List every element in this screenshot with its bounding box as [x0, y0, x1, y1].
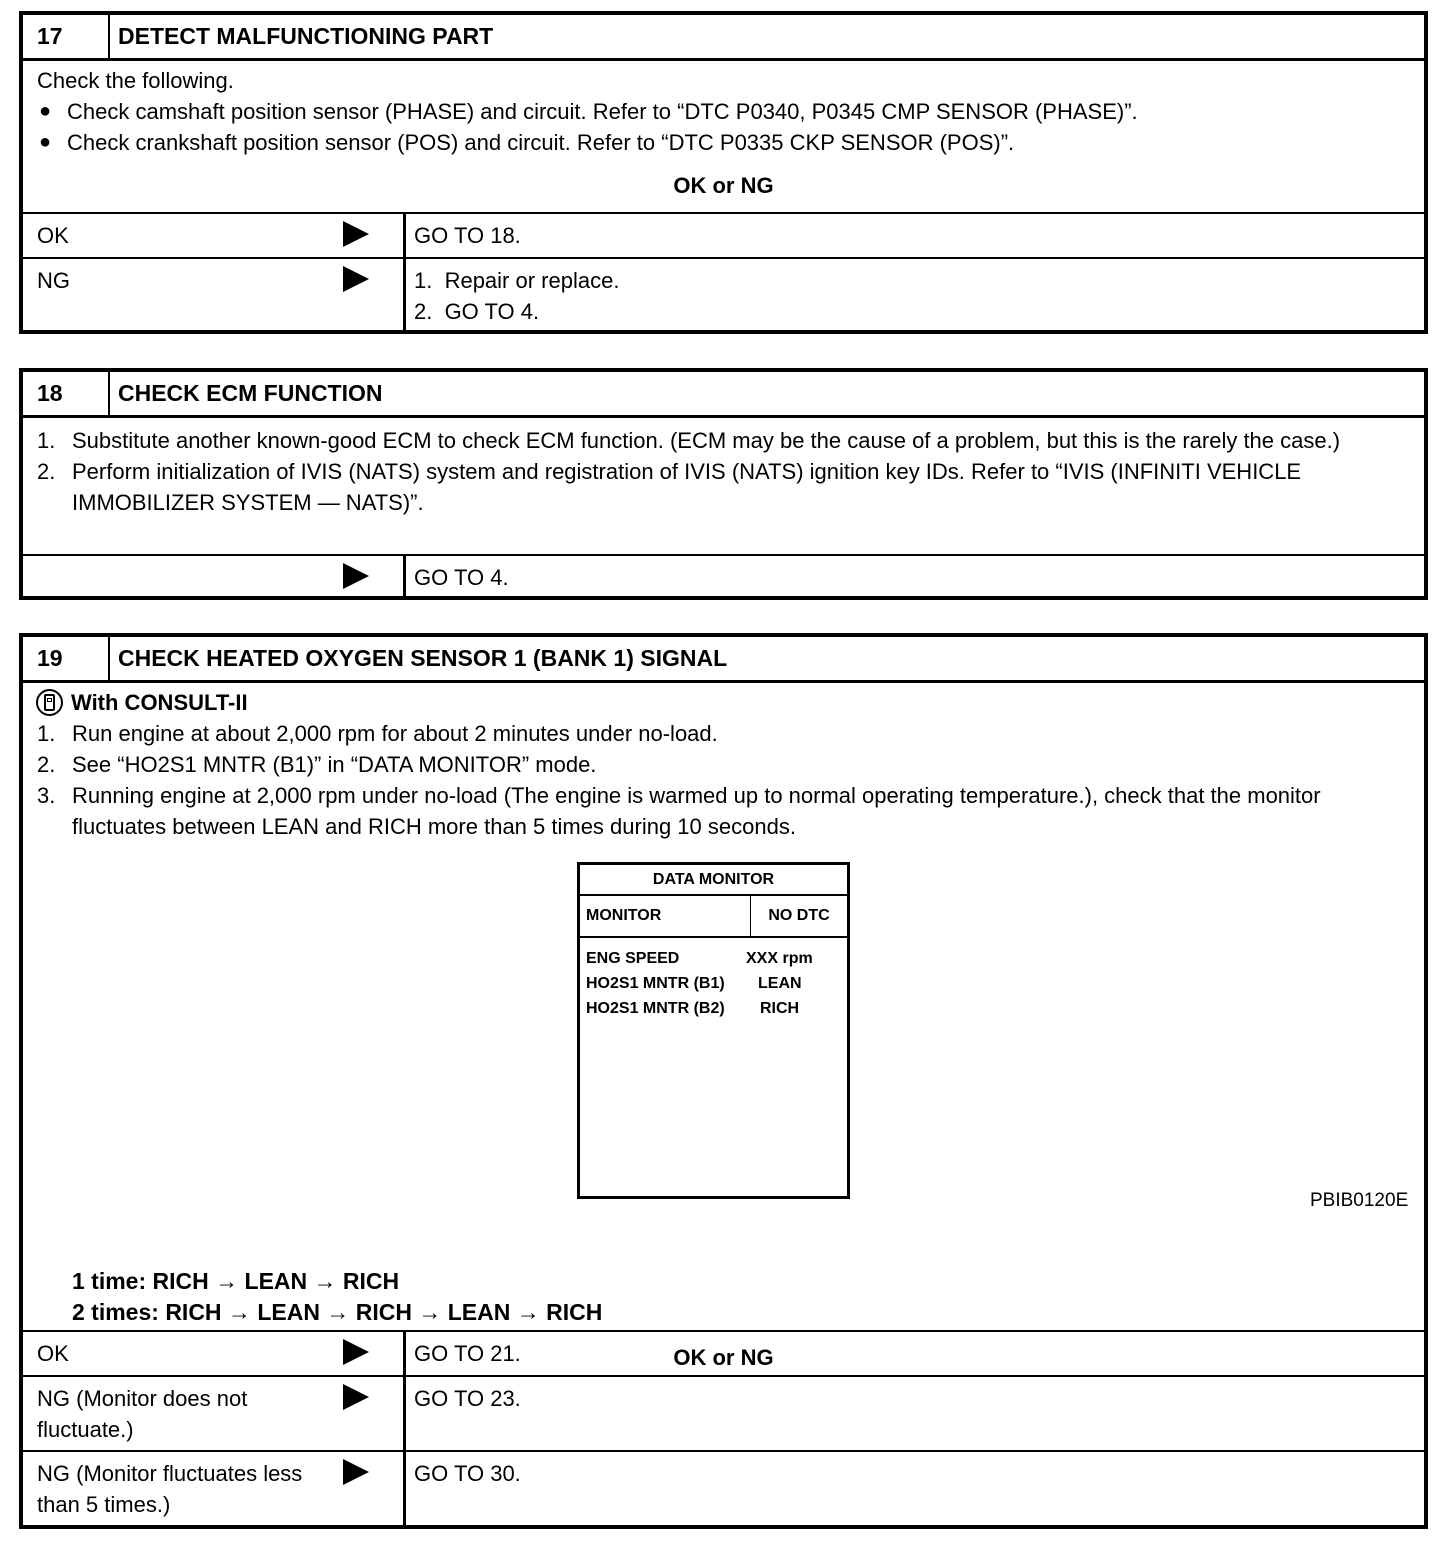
step-18-box — [19, 368, 1428, 600]
bullet-text: Check crankshaft position sensor (POS) and circuit. Refer to “DTC P0335 CKP SENSOR (POS)”. — [67, 130, 1015, 155]
consult-label: With CONSULT-II — [37, 687, 1410, 718]
result-action: 1. Repair or replace. 2. GO TO 4. — [414, 268, 620, 324]
monitor-row: HO2S1 MNTR (B1) LEAN — [586, 975, 802, 992]
result-condition: NG (Monitor fluctuates less than 5 times.) — [37, 1461, 303, 1517]
arrow-right-icon — [343, 266, 369, 292]
data-monitor-screen — [577, 862, 850, 1199]
result-action: GO TO 23. — [414, 1386, 521, 1411]
result-row-ok — [23, 212, 1424, 257]
result-row-ng — [23, 257, 1424, 332]
step-body — [23, 61, 1424, 212]
bullet-item — [37, 96, 1410, 127]
step-header — [23, 372, 1424, 418]
bullet-icon: ● — [39, 100, 52, 122]
result-condition: NG (Monitor does not fluctuate.) — [37, 1386, 248, 1442]
result-row-ng-no-fluctuate — [23, 1375, 1424, 1450]
bullet-text: Check camshaft position sensor (PHASE) and circuit. Refer to “DTC P0340, P0345 CMP SENSOR (PHASE)”. — [67, 99, 1138, 124]
numbered-step: 2. Perform initialization of IVIS (NATS) system and registration of IVIS (NATS) ignition key IDs. Refer to “IVIS (INFINITI VEHICLE IMMOBILIZER SYSTEM — NATS)”. — [37, 459, 1302, 515]
result-row-ng-less-than-5 — [23, 1450, 1424, 1527]
arrow-right-icon — [343, 1459, 369, 1485]
step-title: CHECK HEATED OXYGEN SENSOR 1 (BANK 1) SIGNAL — [118, 645, 728, 671]
data-monitor-rows — [580, 938, 847, 1021]
step-title: CHECK ECM FUNCTION — [118, 380, 383, 406]
step-17-box — [19, 11, 1428, 334]
ok-or-ng-label: OK or NG — [673, 1345, 774, 1370]
intro-text: Check the following. — [37, 68, 234, 93]
result-condition: NG — [37, 268, 70, 293]
result-action: GO TO 21. — [414, 1341, 521, 1366]
data-monitor-header — [580, 896, 847, 938]
step-body — [23, 418, 1424, 554]
step-header — [23, 15, 1424, 61]
step-header — [23, 637, 1424, 683]
result-action: GO TO 30. — [414, 1461, 521, 1486]
sequence-line: 2 times: RICH → LEAN → RICH → LEAN → RICH — [72, 1299, 603, 1325]
numbered-step: 2. See “HO2S1 MNTR (B1)” in “DATA MONITOR” mode. — [37, 752, 597, 777]
arrow-right-icon — [343, 1339, 369, 1365]
step-number: 19 — [23, 637, 110, 680]
result-action: GO TO 18. — [414, 223, 521, 248]
arrow-right-icon — [343, 221, 369, 247]
result-condition: OK — [37, 223, 69, 248]
dtc-status: NO DTC — [768, 907, 830, 924]
bullet-item — [37, 127, 1410, 158]
step-number: 17 — [23, 15, 110, 58]
ok-or-ng-label: OK or NG — [673, 173, 774, 198]
step-title: DETECT MALFUNCTIONING PART — [118, 23, 494, 49]
consult-tool-icon — [36, 689, 63, 716]
numbered-step: 3. Running engine at 2,000 rpm under no-load (The engine is warmed up to normal operating temperature.), check that the monitor fluctuates between LEAN and RICH more than 5 times during 10 seconds. — [37, 783, 1321, 839]
result-action: GO TO 4. — [414, 565, 509, 590]
step-number: 18 — [23, 372, 110, 415]
monitor-row: HO2S1 MNTR (B2) RICH — [586, 1000, 800, 1017]
arrow-right-icon — [343, 1384, 369, 1410]
numbered-step: 1. Substitute another known-good ECM to check ECM function. (ECM may be the cause of a problem, but this is the rarely the case.) — [37, 428, 1341, 453]
arrow-right-icon — [343, 563, 369, 589]
figure-code: PBIB0120E — [1310, 1190, 1409, 1211]
bullet-icon: ● — [39, 131, 52, 153]
result-row — [23, 554, 1424, 597]
monitor-row: ENG SPEED XXX rpm — [586, 950, 813, 967]
sequence-line: 1 time: RICH → LEAN → RICH — [72, 1268, 400, 1294]
numbered-step: 1. Run engine at about 2,000 rpm for about 2 minutes under no-load. — [37, 721, 718, 746]
data-monitor-title: DATA MONITOR — [580, 865, 847, 896]
monitor-column-label: MONITOR — [580, 896, 751, 936]
result-condition: OK — [37, 1341, 69, 1366]
